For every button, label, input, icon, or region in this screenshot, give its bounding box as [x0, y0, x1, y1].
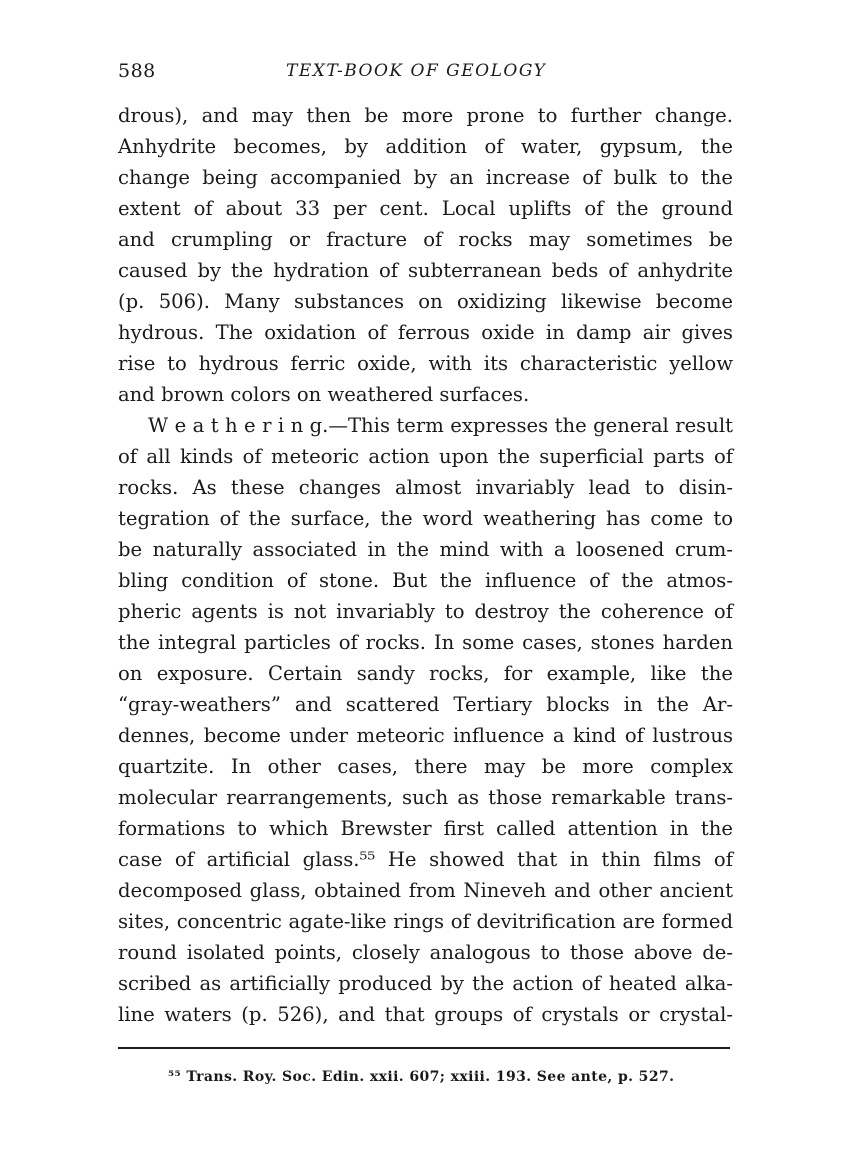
- body-text: [118, 100, 733, 1030]
- running-head: TEXT-BOOK OF GEOLOGY: [286, 61, 547, 81]
- text-line: W e a t h e r i n g.—This term expresses the general result: [148, 414, 733, 437]
- text-line: hydrous. The oxidation of ferrous oxide in damp air gives: [118, 321, 733, 344]
- text-line: change being accompanied by an increase of bulk to the: [118, 166, 733, 189]
- text-line: tegration of the surface, the word weathering has come to: [118, 507, 733, 530]
- text-line: and crumpling or fracture of rocks may sometimes be: [118, 228, 733, 251]
- footnote-divider: [118, 1047, 730, 1049]
- page-header: [118, 60, 733, 90]
- text-line: molecular rearrangements, such as those remarkable trans-: [118, 786, 733, 809]
- text-line: on exposure. Certain sandy rocks, for example, like the: [118, 662, 733, 685]
- text-line: extent of about 33 per cent. Local uplifts of the ground: [118, 197, 733, 220]
- text-line: caused by the hydration of subterranean beds of anhydrite: [118, 259, 733, 282]
- text-line: pheric agents is not invariably to destroy the coherence of: [118, 600, 733, 623]
- text-line: Anhydrite becomes, by addition of water, gypsum, the: [118, 135, 733, 158]
- text-line: (p. 506). Many substances on oxidizing likewise become: [118, 290, 733, 313]
- text-line: of all kinds of meteoric action upon the superficial parts of: [118, 445, 733, 468]
- text-line: the integral particles of rocks. In some cases, stones harden: [118, 631, 733, 654]
- text-line: be naturally associated in the mind with a loosened crum-: [118, 538, 733, 561]
- footnote: ⁵⁵ Trans. Roy. Soc. Edin. xxii. 607; xxiii. 193. See ante, p. 527.: [168, 1069, 675, 1085]
- text-line: line waters (p. 526), and that groups of crystals or crystal-: [118, 1003, 733, 1026]
- page-number: 588: [118, 60, 156, 82]
- text-line: decomposed glass, obtained from Nineveh and other ancient: [118, 879, 733, 902]
- text-line: case of artificial glass.⁵⁵ He showed that in thin films of: [118, 848, 733, 871]
- text-line: and brown colors on weathered surfaces.: [118, 383, 530, 406]
- text-line: scribed as artificially produced by the action of heated alka-: [118, 972, 733, 995]
- text-line: formations to which Brewster first called attention in the: [118, 817, 733, 840]
- text-line: round isolated points, closely analogous to those above de-: [118, 941, 733, 964]
- text-line: rise to hydrous ferric oxide, with its characteristic yellow: [118, 352, 733, 375]
- text-line: drous), and may then be more prone to further change.: [118, 104, 733, 127]
- text-line: quartzite. In other cases, there may be more complex: [118, 755, 733, 778]
- text-line: “gray-weathers” and scattered Tertiary blocks in the Ar-: [118, 693, 733, 716]
- text-line: bling condition of stone. But the influence of the atmos-: [118, 569, 733, 592]
- text-line: dennes, become under meteoric influence a kind of lustrous: [118, 724, 733, 747]
- text-line: rocks. As these changes almost invariably lead to disin-: [118, 476, 733, 499]
- text-line: sites, concentric agate-like rings of devitrification are formed: [118, 910, 733, 933]
